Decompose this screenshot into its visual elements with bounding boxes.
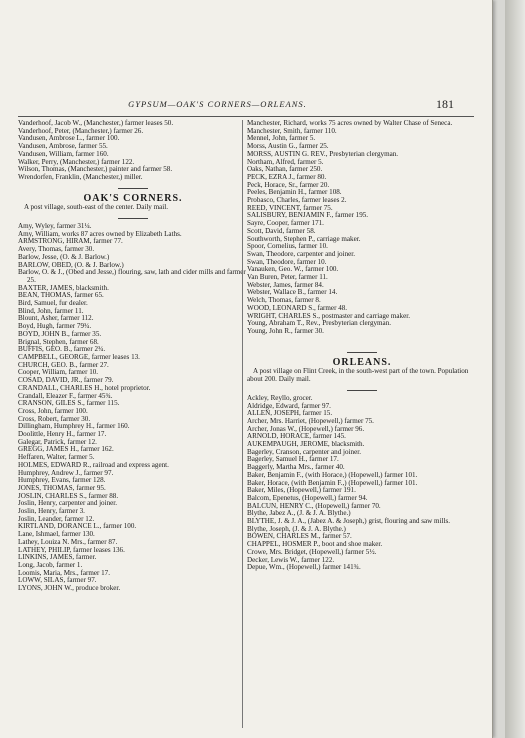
left-top-entries	[18, 120, 248, 182]
directory-entry: CRANDALL, CHARLES H., hotel proprietor.	[18, 383, 151, 392]
directory-entry: Young, John R., farmer 30.	[247, 326, 324, 335]
directory-entry: BALCUN, HENRY C., (Hopewell,) farmer 70.	[247, 501, 381, 510]
directory-entry: LATHEY, PHILIP, farmer leases 136.	[18, 545, 125, 554]
directory-entry: JONES, THOMAS, farmer 95.	[18, 483, 106, 492]
directory-entry: Wrendorfen, Franklin, (Manchester,) miller.	[18, 172, 143, 181]
directory-entry: PECK, EZRA J., farmer 80.	[247, 172, 327, 181]
directory-entry: Lane, Ishmael, farmer 130.	[18, 530, 95, 539]
directory-entry: Walker, Perry, (Manchester,) farmer 122.	[18, 157, 135, 166]
directory-entry: Scott, David, farmer 58.	[247, 226, 316, 235]
directory-entry: BOYD, JOHN B., farmer 35.	[18, 329, 102, 338]
directory-entry: ARMSTRONG, HIRAM, farmer 77.	[18, 237, 123, 246]
directory-entry: BUFFIS, GEO. B., farmer 2¾.	[18, 345, 106, 354]
directory-entry: Joslin, Henry, carpenter and joiner.	[18, 499, 118, 508]
header-rule	[18, 116, 474, 117]
directory-entry: Amy, Wyley, farmer 31¼.	[18, 222, 92, 231]
directory-entry: BEAN, THOMAS, farmer 65.	[18, 291, 104, 300]
page-number: 181	[436, 97, 454, 111]
column-divider	[242, 120, 243, 728]
section-intro-orleans: A post village on Flint Creek, in the south-west part of the town. Population about 200. Daily mail.	[247, 367, 469, 384]
directory-entry: Van Buren, Peter, farmer 11.	[247, 273, 328, 282]
directory-entry: Cross, Robert, farmer 30.	[18, 414, 91, 423]
directory-entry: Long, Jacob, farmer 1.	[18, 560, 83, 569]
section-title-orleans: ORLEANS.	[332, 356, 392, 368]
directory-entry: KIRTLAND, DORANCE L., farmer 100.	[18, 522, 137, 531]
directory-entry: Dillingham, Humphrey H., farmer 160.	[18, 422, 130, 431]
directory-entry: Baker, Miles, (Hopewell,) farmer 191.	[247, 486, 356, 495]
directory-entry: Bagerley, Samuel H., farmer 17.	[247, 455, 339, 464]
section-title-oaks-corners: OAK'S CORNERS.	[83, 192, 183, 204]
directory-entry: AUKEMPAUGH, JEROME, blacksmith.	[247, 440, 365, 449]
directory-entry: Bird, Samuel, fur dealer.	[18, 299, 88, 308]
section-divider	[118, 188, 148, 189]
directory-entry: Peeles, Benjamin H., farmer 108.	[247, 188, 342, 197]
directory-entry: SALISBURY, BENJAMIN F., farmer 195.	[247, 211, 369, 220]
directory-entry: LYONS, JOHN W., produce broker.	[18, 584, 121, 593]
directory-entry: Morss, Austin G., farmer 25.	[247, 142, 329, 151]
directory-entry: Peck, Horace, Sr., farmer 20.	[247, 180, 330, 189]
orleans-directory-list	[247, 395, 477, 572]
directory-entry: LINKINS, JAMES, farmer.	[18, 553, 97, 562]
directory-entry: Sayre, Cooper, farmer 171.	[247, 219, 324, 228]
directory-entry: HOLMES, EDWARD R., railroad and express agent.	[18, 460, 169, 469]
directory-entry: Young, Abraham T., Rev., Presbyterian clergyman.	[247, 319, 392, 328]
directory-entry: Blythe, Joseph, (J. & J. A. Blythe.)	[247, 524, 346, 533]
directory-entry: Webster, Wallace B., farmer 14.	[247, 288, 338, 297]
directory-entry: CRANSON, GILES S., farmer 115.	[18, 399, 120, 408]
directory-entry: REED, VINCENT, farmer 75.	[247, 203, 333, 212]
directory-entry: Welch, Thomas, farmer 8.	[247, 296, 321, 305]
directory-entry: Cross, John, farmer 100.	[18, 406, 88, 415]
directory-entry: Doolittle, Henry H., farmer 17.	[18, 430, 107, 439]
directory-entry: WRIGHT, CHARLES S., postmaster and carriage maker.	[247, 311, 410, 320]
left-column	[18, 120, 248, 593]
directory-entry: Mennel, John, farmer 5.	[247, 134, 316, 143]
directory-entry: Vanderhoof, Jacob W., (Manchester,) farmer leases 50.	[18, 119, 174, 127]
directory-entry: Vanauken, Geo. W., farmer 100.	[247, 265, 339, 274]
directory-entry: Ackley, Reyllo, grocer.	[247, 393, 313, 402]
section-intro-oaks-corners: A post village, south-east of the center. Daily mail.	[24, 203, 169, 212]
page-header: GYPSUM—OAK'S CORNERS—ORLEANS.	[128, 99, 307, 109]
directory-entry: CAMPBELL, GEORGE, farmer leases 13.	[18, 352, 140, 361]
directory-entry: Oaks, Nathan, farmer 250.	[247, 165, 323, 174]
directory-entry: Joslin, Henry, farmer 3.	[18, 507, 85, 516]
directory-entry: ALLEN, JOSEPH, farmer 15.	[247, 409, 333, 418]
directory-entry: Manchester, Richard, works 75 acres owned by Walter Chase of Seneca.	[247, 119, 453, 127]
directory-entry: BARLOW, OBED, (O. & J. Barlow.)	[18, 260, 124, 269]
directory-entry: Depue, Wm., (Hopewell,) farmer 141¾.	[247, 563, 361, 572]
directory-entry: Swan, Theodore, carpenter and joiner.	[247, 249, 356, 258]
directory-entry: Webster, James, farmer 84.	[247, 280, 324, 289]
directory-entry: Wilson, Thomas, (Manchester,) painter and farmer 58.	[18, 165, 173, 174]
directory-entry: BLYTHE, J. & J. A., (Jabez A. & Joseph,) grist, flouring and saw mills.	[247, 517, 451, 526]
directory-entry: Baker, Benjamin F., (with Horace,) (Hopewell,) farmer 101.	[247, 470, 418, 479]
directory-entry: Heffaren, Walter, farmer 5.	[18, 453, 95, 462]
directory-entry: Archer, Mrs. Harriet, (Hopewell,) farmer 75.	[247, 416, 374, 425]
directory-entry: Lathey, Louiza N. Mrs., farmer 87.	[18, 537, 118, 546]
directory-entry: Aldridge, Edward, farmer 97.	[247, 401, 331, 410]
directory-entry: Joslin, Leander, farmer 12.	[18, 514, 95, 523]
directory-entry: LOWW, SILAS, farmer 97.	[18, 576, 97, 585]
directory-entry: Northam, Alfred, farmer 5.	[247, 157, 324, 166]
directory-entry: Vandusen, Ambrose L., farmer 100.	[18, 134, 120, 143]
right-column	[247, 120, 477, 572]
book-binding	[505, 0, 525, 738]
directory-entry: Blount, Asher, farmer 112.	[18, 314, 94, 323]
section-divider	[347, 352, 377, 353]
directory-entry: Brignal, Stephen, farmer 68.	[18, 337, 99, 346]
directory-entry: Vandusen, Ambrose, farmer 55.	[18, 142, 108, 151]
directory-entry: BAXTER, JAMES, blacksmith.	[18, 283, 109, 292]
directory-entry: Avery, Thomas, farmer 30.	[18, 245, 95, 254]
directory-entry: ARNOLD, HORACE, farmer 145.	[247, 432, 346, 441]
directory-entry: Crowe, Mrs. Bridget, (Hopewell,) farmer 5½.	[247, 547, 377, 556]
directory-entry: Blythe, Jabez A., (J. & J. A. Blythe.)	[247, 509, 351, 518]
directory-entry: Baggerly, Martha Mrs., farmer 40.	[247, 463, 345, 472]
directory-entry: Baker, Horace, (with Benjamin F.,) (Hopewell,) farmer 101.	[247, 478, 418, 487]
directory-entry: COSAD, DAVID, JR., farmer 79.	[18, 376, 114, 385]
directory-entry: Swan, Theodore, farmer 10.	[247, 257, 327, 266]
section-divider	[118, 218, 148, 219]
directory-entry: Galegar, Patrick, farmer 12.	[18, 437, 97, 446]
directory-entry: GREGG, JAMES H., farmer 162.	[18, 445, 114, 454]
directory-entry: Bagerley, Cranson, carpenter and joiner.	[247, 447, 361, 456]
directory-entry: Loomis, Maria, Mrs., farmer 17.	[18, 568, 111, 577]
directory-entry: Spoor, Cornelius, farmer 10.	[247, 242, 328, 251]
directory-entry: Decker, Lewis W., farmer 122.	[247, 555, 335, 564]
directory-entry: Manchester, Smith, farmer 110.	[247, 126, 337, 135]
directory-entry: CHURCH, GEO. B., farmer 27.	[18, 360, 109, 369]
directory-entry: Cooper, William, farmer 10.	[18, 368, 99, 377]
directory-entry: Barlow, O. & J., (Obed and Jesse,) flouring, saw, lath and cider mills and farmer 25.	[18, 268, 246, 284]
oaks-corners-directory-list	[18, 223, 248, 593]
directory-entry: WOOD, LEONARD S., farmer 48.	[247, 303, 348, 312]
directory-entry: Boyd, Hugh, farmer 79¾.	[18, 322, 92, 331]
directory-entry: Humphrey, Andrew J., farmer 97.	[18, 468, 114, 477]
directory-entry: Barlow, Jesse, (O. & J. Barlow.)	[18, 252, 110, 261]
right-top-entries	[247, 120, 477, 336]
directory-entry: CHAPPEL, HOSMER P., boot and shoe maker.	[247, 540, 383, 549]
directory-entry: Archer, Jonas W., (Hopewell,) farmer 96.	[247, 424, 365, 433]
directory-entry: Probasco, Charles, farmer leases 2.	[247, 196, 347, 205]
directory-entry: JOSLIN, CHARLES S., farmer 88.	[18, 491, 119, 500]
directory-entry: Southworth, Stephen P., carriage maker.	[247, 234, 361, 243]
directory-entry: Crandall, Eleazer F., farmer 45¾.	[18, 391, 113, 400]
directory-entry: Amy, William, works 87 acres owned by Elizabeth Laths.	[18, 229, 182, 238]
directory-entry: Humphrey, Evans, farmer 128.	[18, 476, 106, 485]
directory-entry: BOWEN, CHARLES M., farmer 57.	[247, 532, 352, 541]
directory-entry: Vanderhoof, Peter, (Manchester,) farmer 26.	[18, 126, 144, 135]
section-divider	[347, 390, 377, 391]
directory-entry: Vandusen, William, farmer 160.	[18, 149, 109, 158]
directory-entry: Balcom, Epenetus, (Hopewell,) farmer 94.	[247, 493, 368, 502]
directory-entry: Blind, John, farmer 11.	[18, 306, 84, 315]
directory-entry: MORSS, AUSTIN G. REV., Presbyterian clergyman.	[247, 149, 399, 158]
